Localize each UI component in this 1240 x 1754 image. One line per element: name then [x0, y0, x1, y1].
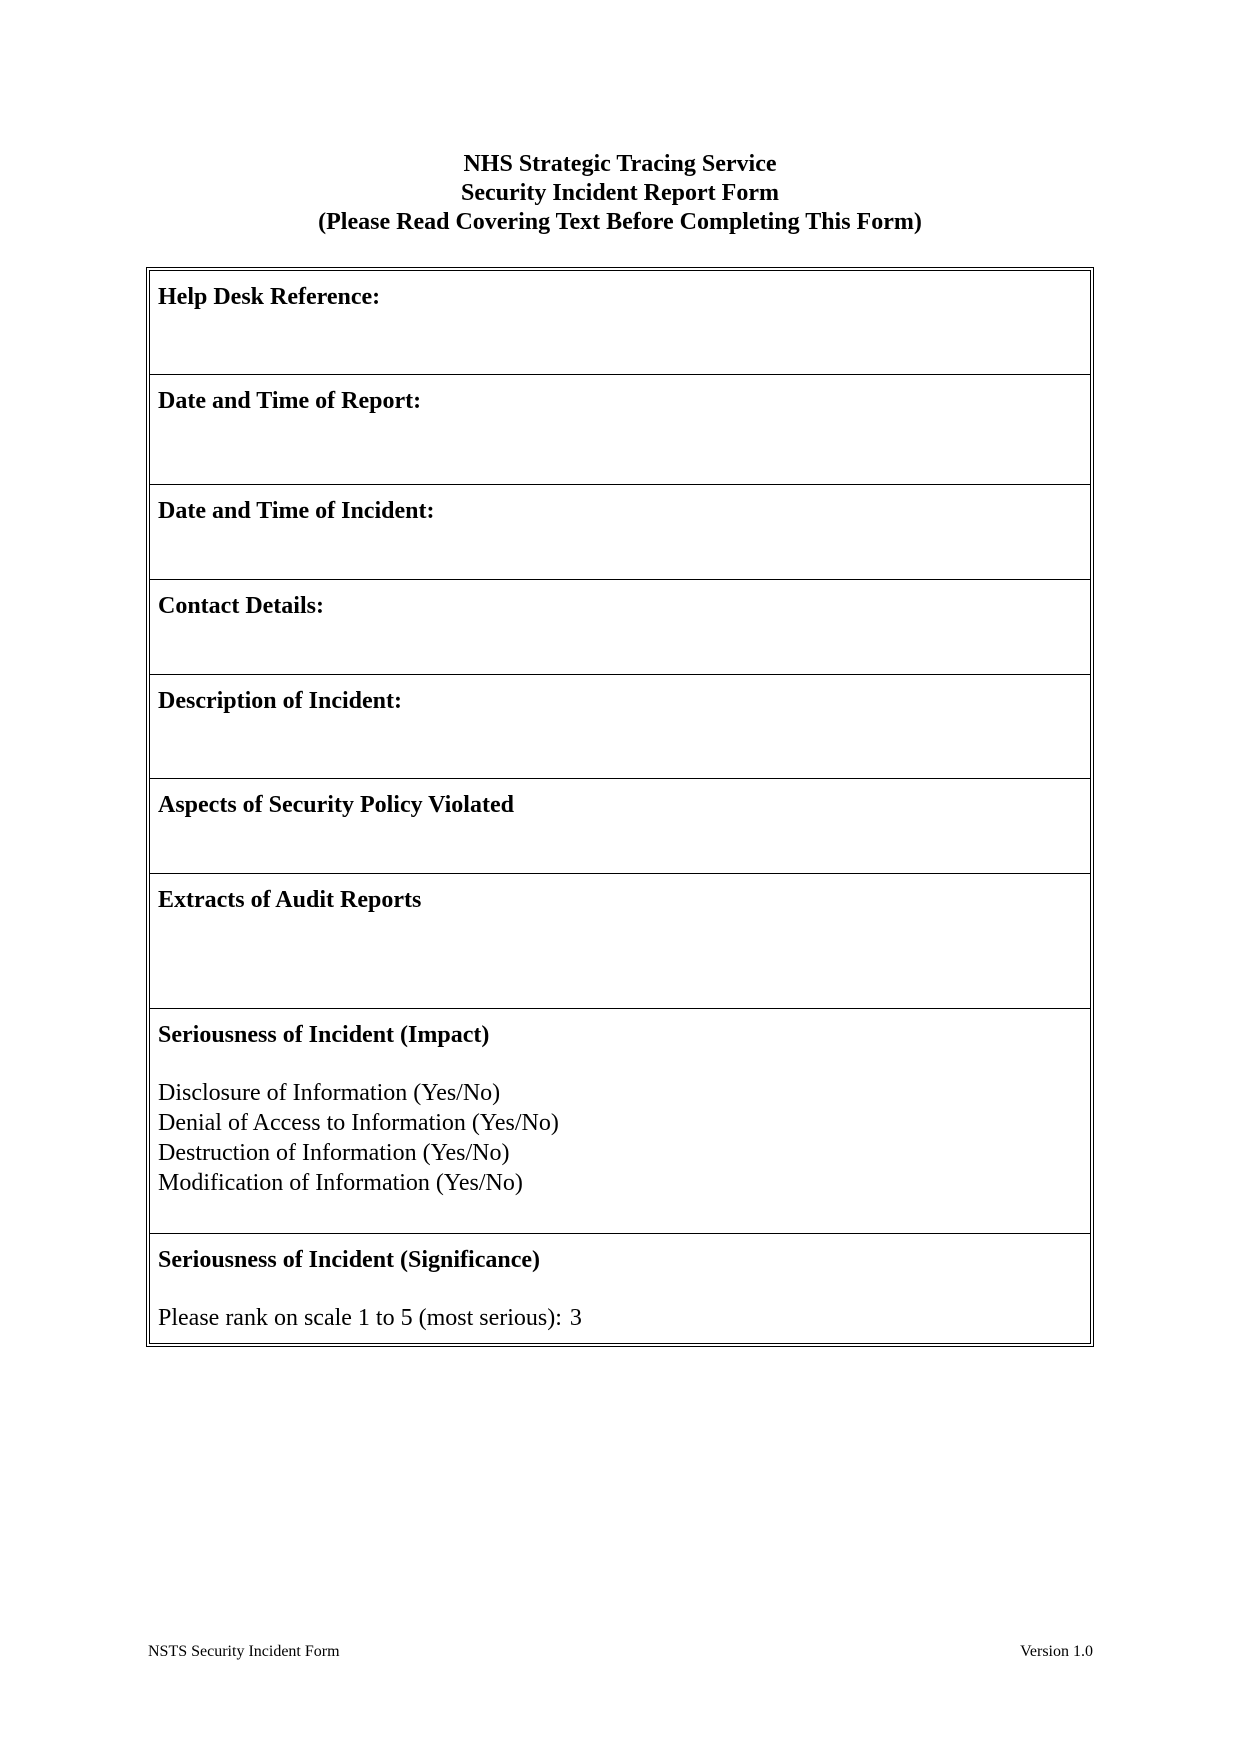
- incident-description-field[interactable]: [150, 675, 1090, 779]
- impact-label: Seriousness of Incident (Impact): [158, 1022, 490, 1048]
- impact-item-denial[interactable]: Denial of Access to Information (Yes/No): [158, 1110, 559, 1136]
- contact-details-field[interactable]: [150, 580, 1090, 675]
- incident-form-table: [146, 267, 1094, 1347]
- rank-value[interactable]: 3: [569, 1305, 582, 1331]
- impact-section[interactable]: [150, 1009, 1090, 1234]
- help-desk-reference-field[interactable]: [150, 271, 1090, 375]
- audit-extracts-field[interactable]: [150, 874, 1090, 1009]
- footer-form-name: NSTS Security Incident Form: [148, 1643, 340, 1660]
- significance-section[interactable]: [150, 1234, 1090, 1343]
- rank-prompt: Please rank on scale 1 to 5 (most serious):: [158, 1305, 562, 1331]
- form-header: [0, 150, 1240, 237]
- form-instruction: (Please Read Covering Text Before Completing This Form): [318, 209, 922, 235]
- impact-list: [158, 1078, 1090, 1198]
- impact-item-destruction[interactable]: Destruction of Information (Yes/No): [158, 1140, 510, 1166]
- incident-date-time-field[interactable]: [150, 485, 1090, 580]
- incident-description-label: Description of Incident:: [158, 688, 402, 714]
- contact-details-label: Contact Details:: [158, 593, 324, 619]
- footer-version: Version 1.0: [1020, 1643, 1093, 1660]
- impact-item-modification[interactable]: Modification of Information (Yes/No): [158, 1170, 523, 1196]
- audit-extracts-label: Extracts of Audit Reports: [158, 887, 422, 913]
- report-date-time-label: Date and Time of Report:: [158, 388, 422, 414]
- policy-violated-label: Aspects of Security Policy Violated: [158, 792, 514, 818]
- report-date-time-field[interactable]: [150, 375, 1090, 485]
- service-title: NHS Strategic Tracing Service: [463, 151, 777, 177]
- rank-line: [158, 1303, 1090, 1333]
- help-desk-reference-label: Help Desk Reference:: [158, 284, 381, 310]
- policy-violated-field[interactable]: [150, 779, 1090, 874]
- form-title: Security Incident Report Form: [461, 180, 779, 206]
- incident-date-time-label: Date and Time of Incident:: [158, 498, 435, 524]
- significance-label: Seriousness of Incident (Significance): [158, 1247, 541, 1273]
- impact-item-disclosure[interactable]: Disclosure of Information (Yes/No): [158, 1080, 501, 1106]
